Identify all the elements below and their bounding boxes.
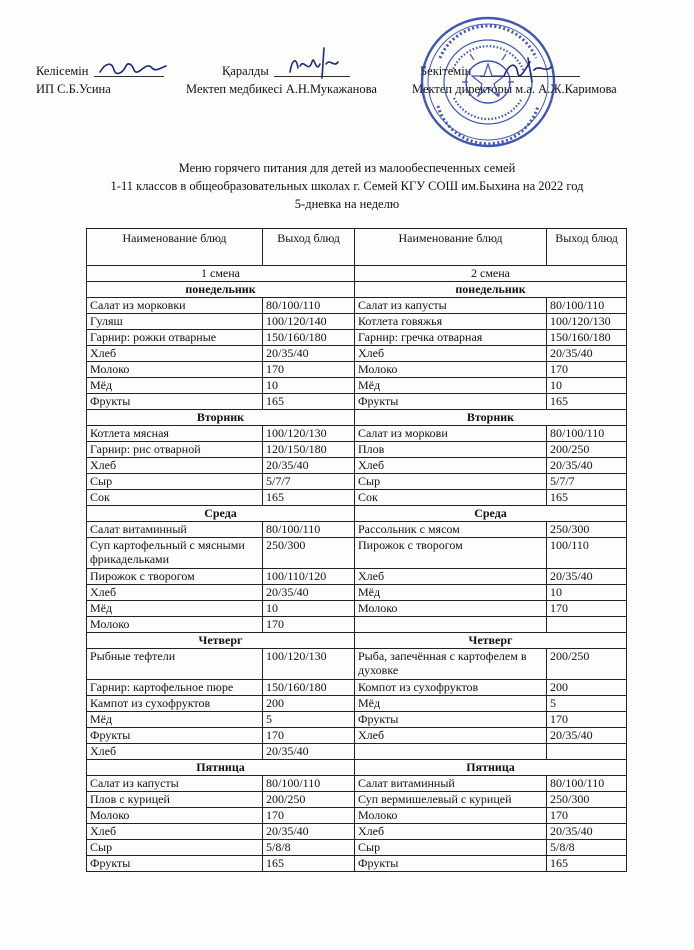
dish-name-shift-2: Гарнир: гречка отварная xyxy=(355,330,547,346)
dish-yield-shift-2: 170 xyxy=(547,601,627,617)
dish-name-shift-1: Сыр xyxy=(87,474,263,490)
dish-name-shift-1: Салат из капусты xyxy=(87,776,263,792)
dish-name-shift-1: Сыр xyxy=(87,840,263,856)
dish-yield-shift-1: 150/160/180 xyxy=(263,330,355,346)
dish-yield-shift-2: 165 xyxy=(547,394,627,410)
dish-name-shift-2: Фрукты xyxy=(355,394,547,410)
table-row xyxy=(87,458,627,474)
dish-yield-shift-2: 20/35/40 xyxy=(547,569,627,585)
dish-yield-shift-1: 100/120/130 xyxy=(263,426,355,442)
dish-name-shift-2: Мёд xyxy=(355,696,547,712)
day-label-shift-1: Пятница xyxy=(87,760,355,776)
dish-name-shift-1: Хлеб xyxy=(87,585,263,601)
dish-name-shift-2 xyxy=(355,617,547,633)
table-row xyxy=(87,330,627,346)
official-stamp xyxy=(418,14,558,150)
dish-yield-shift-1: 165 xyxy=(263,490,355,506)
table-row xyxy=(87,808,627,824)
dish-name-shift-1: Суп картофельный с мясными фрикадельками xyxy=(87,538,263,569)
dish-name-shift-2: Сыр xyxy=(355,840,547,856)
dish-name-shift-2 xyxy=(355,744,547,760)
day-label-shift-1: Вторник xyxy=(87,410,355,426)
table-row xyxy=(87,569,627,585)
dish-yield-shift-1: 170 xyxy=(263,617,355,633)
dish-name-shift-1: Гуляш xyxy=(87,314,263,330)
table-row xyxy=(87,856,627,872)
dish-yield-shift-1: 200 xyxy=(263,696,355,712)
dish-yield-shift-2: 170 xyxy=(547,712,627,728)
dish-yield-shift-2: 5/8/8 xyxy=(547,840,627,856)
dish-yield-shift-2: 250/300 xyxy=(547,792,627,808)
reviewed-label: Қаралды xyxy=(222,64,269,78)
reviewed-name: Мектеп медбикесі А.Н.Мукажанова xyxy=(186,82,377,96)
dish-yield-shift-2: 165 xyxy=(547,856,627,872)
dish-yield-shift-2: 100/120/130 xyxy=(547,314,627,330)
dish-yield-shift-2: 5/7/7 xyxy=(547,474,627,490)
day-row xyxy=(87,506,627,522)
approved-label: Бекітемін xyxy=(420,64,472,78)
dish-name-shift-2: Салат из капусты xyxy=(355,298,547,314)
dish-name-shift-1: Фрукты xyxy=(87,856,263,872)
shift-row xyxy=(87,266,627,282)
dish-yield-shift-2: 165 xyxy=(547,490,627,506)
day-label-shift-1: Среда xyxy=(87,506,355,522)
dish-yield-shift-1: 165 xyxy=(263,394,355,410)
dish-name-shift-1: Мёд xyxy=(87,601,263,617)
table-row xyxy=(87,394,627,410)
dish-yield-shift-2: 170 xyxy=(547,362,627,378)
table-row xyxy=(87,346,627,362)
day-label-shift-2: Вторник xyxy=(355,410,627,426)
dish-yield-shift-1: 80/100/110 xyxy=(263,522,355,538)
dish-name-shift-1: Мёд xyxy=(87,712,263,728)
dish-yield-shift-1: 150/160/180 xyxy=(263,680,355,696)
dish-yield-shift-1: 80/100/110 xyxy=(263,298,355,314)
dish-yield-shift-1: 20/35/40 xyxy=(263,585,355,601)
dish-name-shift-2: Хлеб xyxy=(355,728,547,744)
menu-title-line-1: Меню горячего питания для детей из малообеспеченных семей xyxy=(178,161,516,175)
dish-name-shift-1: Мёд xyxy=(87,378,263,394)
dish-name-shift-2: Сыр xyxy=(355,474,547,490)
table-row xyxy=(87,474,627,490)
dish-name-shift-2: Молоко xyxy=(355,808,547,824)
dish-yield-shift-1: 20/35/40 xyxy=(263,824,355,840)
menu-table xyxy=(86,228,627,872)
dish-yield-shift-2: 20/35/40 xyxy=(547,458,627,474)
table-row xyxy=(87,776,627,792)
dish-name-shift-2: Суп вермишелевый с курицей xyxy=(355,792,547,808)
day-row xyxy=(87,760,627,776)
dish-name-shift-2: Пирожок с творогом xyxy=(355,538,547,569)
dish-name-shift-2: Компот из сухофруктов xyxy=(355,680,547,696)
table-row xyxy=(87,792,627,808)
dish-name-shift-1: Сок xyxy=(87,490,263,506)
dish-yield-shift-2: 20/35/40 xyxy=(547,824,627,840)
dish-yield-shift-1: 200/250 xyxy=(263,792,355,808)
table-row xyxy=(87,378,627,394)
dish-name-shift-2: Фрукты xyxy=(355,712,547,728)
menu-title-line-2: 1-11 классов в общеобразовательных школах г. Семей КГУ СОШ им.Быхина на 2022 год xyxy=(110,179,584,193)
dish-name-shift-2: Молоко xyxy=(355,362,547,378)
dish-yield-shift-1: 5 xyxy=(263,712,355,728)
dish-yield-shift-2 xyxy=(547,744,627,760)
table-row xyxy=(87,649,627,680)
dish-name-shift-2: Хлеб xyxy=(355,346,547,362)
header-yield-1: Выход блюд xyxy=(263,229,355,266)
dish-yield-shift-2: 80/100/110 xyxy=(547,776,627,792)
dish-name-shift-2: Фрукты xyxy=(355,856,547,872)
table-row xyxy=(87,728,627,744)
dish-name-shift-2: Хлеб xyxy=(355,458,547,474)
day-label-shift-2: Среда xyxy=(355,506,627,522)
header-yield-2: Выход блюд xyxy=(547,229,627,266)
dish-yield-shift-1: 5/8/8 xyxy=(263,840,355,856)
dish-name-shift-2: Мёд xyxy=(355,378,547,394)
dish-yield-shift-2: 10 xyxy=(547,585,627,601)
table-header-row xyxy=(87,229,627,266)
table-row xyxy=(87,426,627,442)
dish-name-shift-1: Рыбные тефтели xyxy=(87,649,263,680)
dish-name-shift-2: Котлета говяжья xyxy=(355,314,547,330)
reviewed-signature xyxy=(284,44,344,82)
dish-name-shift-1: Молоко xyxy=(87,617,263,633)
shift-1: 1 смена xyxy=(87,266,355,282)
dish-yield-shift-2: 10 xyxy=(547,378,627,394)
day-label-shift-2: Четверг xyxy=(355,633,627,649)
table-row xyxy=(87,824,627,840)
dish-name-shift-2: Молоко xyxy=(355,601,547,617)
table-row xyxy=(87,840,627,856)
table-row xyxy=(87,538,627,569)
day-row xyxy=(87,282,627,298)
dish-yield-shift-1: 20/35/40 xyxy=(263,346,355,362)
dish-yield-shift-2: 80/100/110 xyxy=(547,426,627,442)
dish-yield-shift-1: 5/7/7 xyxy=(263,474,355,490)
table-row xyxy=(87,585,627,601)
dish-name-shift-1: Пирожок с творогом xyxy=(87,569,263,585)
dish-name-shift-1: Гарнир: рожки отварные xyxy=(87,330,263,346)
table-row xyxy=(87,617,627,633)
dish-yield-shift-1: 100/120/140 xyxy=(263,314,355,330)
dish-name-shift-1: Салат из морковки xyxy=(87,298,263,314)
dish-name-shift-1: Гарнир: рис отварной xyxy=(87,442,263,458)
dish-yield-shift-1: 100/120/130 xyxy=(263,649,355,680)
dish-yield-shift-1: 10 xyxy=(263,601,355,617)
dish-yield-shift-1: 170 xyxy=(263,362,355,378)
dish-yield-shift-2: 200/250 xyxy=(547,442,627,458)
table-row xyxy=(87,601,627,617)
agreed-name: ИП С.Б.Усина xyxy=(36,82,111,96)
dish-yield-shift-1: 80/100/110 xyxy=(263,776,355,792)
dish-yield-shift-1: 170 xyxy=(263,728,355,744)
dish-yield-shift-1: 120/150/180 xyxy=(263,442,355,458)
dish-name-shift-1: Котлета мясная xyxy=(87,426,263,442)
approved-name: Мектеп директоры м.а. А.Ж.Каримова xyxy=(412,82,617,96)
day-label-shift-1: Четверг xyxy=(87,633,355,649)
dish-yield-shift-2: 80/100/110 xyxy=(547,298,627,314)
dish-name-shift-2: Рыба, запечённая с картофелем в духовке xyxy=(355,649,547,680)
table-row xyxy=(87,744,627,760)
dish-name-shift-1: Фрукты xyxy=(87,394,263,410)
dish-name-shift-2: Хлеб xyxy=(355,824,547,840)
table-row xyxy=(87,680,627,696)
day-row xyxy=(87,410,627,426)
table-row xyxy=(87,442,627,458)
agreed-label: Келісемін xyxy=(36,64,89,78)
dish-name-shift-1: Хлеб xyxy=(87,824,263,840)
dish-yield-shift-2: 170 xyxy=(547,808,627,824)
dish-yield-shift-2: 100/110 xyxy=(547,538,627,569)
dish-yield-shift-2: 200/250 xyxy=(547,649,627,680)
table-row xyxy=(87,522,627,538)
menu-title-line-3: 5-дневка на неделю xyxy=(294,197,400,211)
dish-name-shift-1: Плов с курицей xyxy=(87,792,263,808)
dish-yield-shift-1: 20/35/40 xyxy=(263,744,355,760)
dish-yield-shift-2: 20/35/40 xyxy=(547,346,627,362)
dish-name-shift-1: Кампот из сухофруктов xyxy=(87,696,263,712)
dish-yield-shift-1: 10 xyxy=(263,378,355,394)
dish-name-shift-2: Мёд xyxy=(355,585,547,601)
dish-name-shift-2: Хлеб xyxy=(355,569,547,585)
dish-name-shift-1: Хлеб xyxy=(87,458,263,474)
header-dish-1: Наименование блюд xyxy=(87,229,263,266)
dish-name-shift-1: Фрукты xyxy=(87,728,263,744)
dish-yield-shift-2: 5 xyxy=(547,696,627,712)
dish-yield-shift-1: 250/300 xyxy=(263,538,355,569)
dish-yield-shift-2: 250/300 xyxy=(547,522,627,538)
dish-yield-shift-2: 200 xyxy=(547,680,627,696)
dish-name-shift-2: Сок xyxy=(355,490,547,506)
table-row xyxy=(87,712,627,728)
agreed-signature xyxy=(96,54,176,82)
dish-name-shift-1: Хлеб xyxy=(87,346,263,362)
dish-yield-shift-1: 20/35/40 xyxy=(263,458,355,474)
day-label-shift-1: понедельник xyxy=(87,282,355,298)
table-row xyxy=(87,298,627,314)
dish-yield-shift-1: 165 xyxy=(263,856,355,872)
dish-yield-shift-2 xyxy=(547,617,627,633)
dish-name-shift-2: Рассольник с мясом xyxy=(355,522,547,538)
day-label-shift-2: понедельник xyxy=(355,282,627,298)
dish-yield-shift-1: 170 xyxy=(263,808,355,824)
day-label-shift-2: Пятница xyxy=(355,760,627,776)
shift-2: 2 смена xyxy=(355,266,627,282)
dish-yield-shift-1: 100/110/120 xyxy=(263,569,355,585)
dish-name-shift-2: Салат витаминный xyxy=(355,776,547,792)
table-row xyxy=(87,696,627,712)
dish-yield-shift-2: 20/35/40 xyxy=(547,728,627,744)
day-row xyxy=(87,633,627,649)
header-dish-2: Наименование блюд xyxy=(355,229,547,266)
table-row xyxy=(87,362,627,378)
dish-name-shift-2: Плов xyxy=(355,442,547,458)
dish-yield-shift-2: 150/160/180 xyxy=(547,330,627,346)
table-row xyxy=(87,490,627,506)
dish-name-shift-1: Салат витаминный xyxy=(87,522,263,538)
dish-name-shift-1: Молоко xyxy=(87,808,263,824)
approval-reviewed xyxy=(186,64,377,97)
dish-name-shift-1: Хлеб xyxy=(87,744,263,760)
table-row xyxy=(87,314,627,330)
dish-name-shift-1: Гарнир: картофельное пюре xyxy=(87,680,263,696)
dish-name-shift-2: Салат из моркови xyxy=(355,426,547,442)
dish-name-shift-1: Молоко xyxy=(87,362,263,378)
